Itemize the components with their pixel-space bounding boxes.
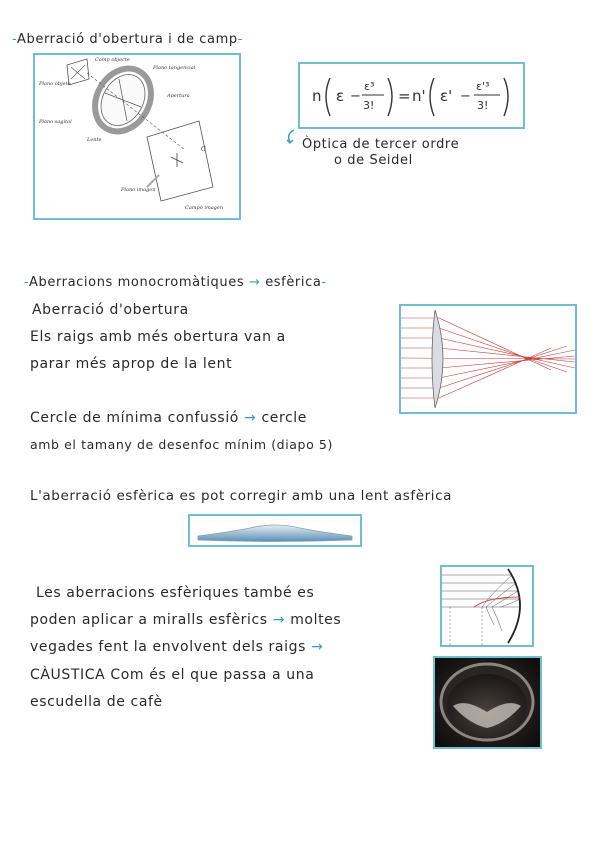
arrow-right-icon: → xyxy=(272,612,286,628)
seidel-note-line1: Òptica de tercer ordre xyxy=(302,137,460,152)
cercle-text-a: Cercle de mínima confussió xyxy=(30,410,239,426)
formula-eps: ε xyxy=(336,87,345,105)
section2-title-right: esfèrica xyxy=(265,275,322,290)
cercle-text-b: cercle xyxy=(261,410,308,426)
section2-line2: parar més aprop de la lent xyxy=(30,356,233,372)
formula-paren-close-2 xyxy=(504,78,508,116)
section2-title-left: Aberracions monocromàtiques xyxy=(29,275,245,290)
formula-n: n xyxy=(312,87,322,105)
correct-line: L'aberració esfèrica es pot corregir amb una lent asfèrica xyxy=(30,488,453,504)
label-pla-tangencial: Plano tangencial xyxy=(153,65,196,71)
arrow-right-icon: → xyxy=(248,275,261,290)
label-pla-sagital: Plano sagital xyxy=(39,119,72,125)
label-apertura: Apertura xyxy=(167,93,190,99)
seidel-formula-box xyxy=(298,62,525,129)
aberration-field-figure xyxy=(33,53,241,220)
seidel-note-line2: o de Seidel xyxy=(334,153,413,168)
title-dash-left: - xyxy=(24,275,30,290)
label-pla-imatge: Plano imagen xyxy=(121,187,156,193)
label-punt-g: G xyxy=(201,146,206,153)
curved-arrow-icon xyxy=(284,128,304,148)
aspheric-lens-svg xyxy=(190,516,360,545)
caustic-mirror-figure xyxy=(440,565,534,647)
section3-line2a: poden aplicar a miralls esfèrics xyxy=(30,612,268,628)
section3-line1: Les aberracions esfèriques també es xyxy=(36,585,315,601)
formula-fact-2: 3! xyxy=(477,99,489,112)
title-dash-right: - xyxy=(321,275,327,290)
cercle-line1 xyxy=(30,410,307,426)
formula-svg xyxy=(300,64,523,127)
title-dash-left: - xyxy=(12,32,18,47)
coffee-cup-svg xyxy=(435,658,540,747)
section1-title-text: Aberració d'obertura i de camp xyxy=(17,32,238,47)
section3-line5: escudella de cafè xyxy=(30,694,163,710)
label-pla-objecte: Plano objeto xyxy=(39,81,71,87)
arrow-right-icon: → xyxy=(244,410,257,426)
formula-minus-2: − xyxy=(460,89,471,104)
section2-subtitle: Aberració d'obertura xyxy=(32,302,189,318)
label-lent: Lente xyxy=(87,137,102,143)
coffee-cup-caustic-photo xyxy=(433,656,542,749)
field-diagram-svg xyxy=(35,55,239,218)
formula-e3: ε³ xyxy=(364,80,375,93)
section3-line2b: moltes xyxy=(290,612,342,628)
label-camp-objecte: Camp objecte xyxy=(95,57,130,63)
formula-eprime3: ε'³ xyxy=(476,80,490,93)
section3-line3-text: vegades fent la envolvent dels raigs xyxy=(30,639,306,655)
label-camp-imatge: Campo imagen xyxy=(185,205,224,211)
section3-line3 xyxy=(30,639,323,655)
section2-title xyxy=(24,275,327,290)
section3-line4: CÀUSTICA Com és el que passa a una xyxy=(30,667,315,683)
ray-diagram-svg xyxy=(401,306,575,412)
spherical-aberration-figure xyxy=(399,304,577,414)
aspheric-lens-shape xyxy=(198,525,352,542)
formula-paren-open-2 xyxy=(430,78,434,116)
cercle-line2: amb el tamany de desenfoc mínim (diapo 5) xyxy=(30,437,333,452)
formula-minus-1: − xyxy=(350,89,361,104)
mirror-arc xyxy=(508,569,520,643)
formula-paren-close-1 xyxy=(388,78,392,116)
title-dash-right: - xyxy=(237,32,244,47)
formula-nprime: n' xyxy=(412,87,426,105)
section3-line2 xyxy=(30,612,341,628)
caustic-mirror-svg xyxy=(442,567,532,645)
formula-epsprime: ε' xyxy=(440,87,453,105)
section1-title xyxy=(12,32,243,47)
formula-paren-open-1 xyxy=(326,78,330,116)
image-plane-shape xyxy=(147,121,213,201)
lens-shape xyxy=(432,310,443,408)
formula-equals: = xyxy=(398,87,411,105)
section2-line1: Els raigs amb més obertura van a xyxy=(30,329,286,345)
arrow-right-icon: → xyxy=(311,639,324,655)
formula-fact-1: 3! xyxy=(363,99,375,112)
aspheric-lens-figure xyxy=(188,514,362,547)
